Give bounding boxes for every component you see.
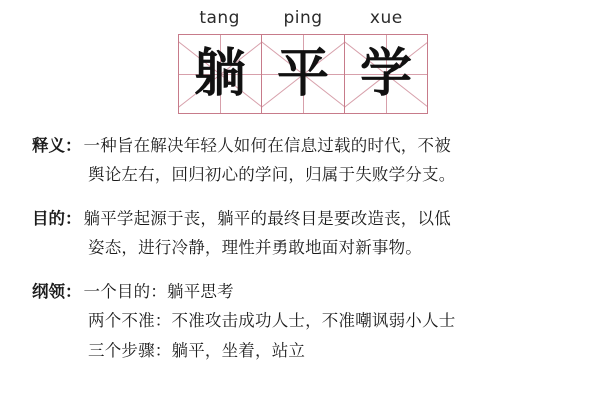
character-cell-2 bbox=[262, 35, 345, 113]
definition-entries bbox=[32, 131, 572, 380]
character-cell-1 bbox=[179, 35, 262, 113]
entry-first-line bbox=[32, 204, 572, 233]
entry-label: 纲领： bbox=[32, 282, 82, 301]
pinyin-row bbox=[178, 8, 428, 28]
character-glyph-2: 平 bbox=[276, 44, 329, 104]
entry-text-line: 姿态，进行冷静，理性并勇敢地面对新事物。 bbox=[88, 238, 422, 257]
entry-text-line: 一种旨在解决年轻人如何在信息过载的时代，不被 bbox=[83, 136, 451, 155]
entry-label: 目的： bbox=[32, 209, 82, 228]
pinyin-syllable-2: ping bbox=[283, 8, 323, 28]
entry-text-line: 一个目的：躺平思考 bbox=[83, 282, 234, 301]
character-glyph-3: 学 bbox=[359, 44, 412, 104]
entry-first-line bbox=[32, 131, 572, 160]
character-glyph-1: 躺 bbox=[193, 44, 246, 104]
entry-text-line: 躺平学起源于丧，躺平的最终目是要改造丧，以低 bbox=[83, 209, 451, 228]
character-grid bbox=[178, 34, 428, 114]
entry-definition bbox=[32, 131, 572, 190]
entry-text-line: 舆论左右，回归初心的学问，归属于失败学分支。 bbox=[88, 165, 456, 184]
entry-first-line bbox=[32, 277, 572, 306]
entry-label: 释义： bbox=[32, 136, 82, 155]
entry-program bbox=[32, 277, 572, 366]
pinyin-syllable-1: tang bbox=[199, 8, 240, 28]
entry-text-line: 两个不准：不准攻击成功人士，不准嘲讽弱小人士 bbox=[88, 311, 456, 330]
pinyin-syllable-3: xue bbox=[369, 8, 403, 28]
entry-purpose bbox=[32, 204, 572, 263]
entry-text-line: 三个步骤：躺平，坐着，站立 bbox=[88, 341, 306, 360]
character-cell-3 bbox=[345, 35, 427, 113]
